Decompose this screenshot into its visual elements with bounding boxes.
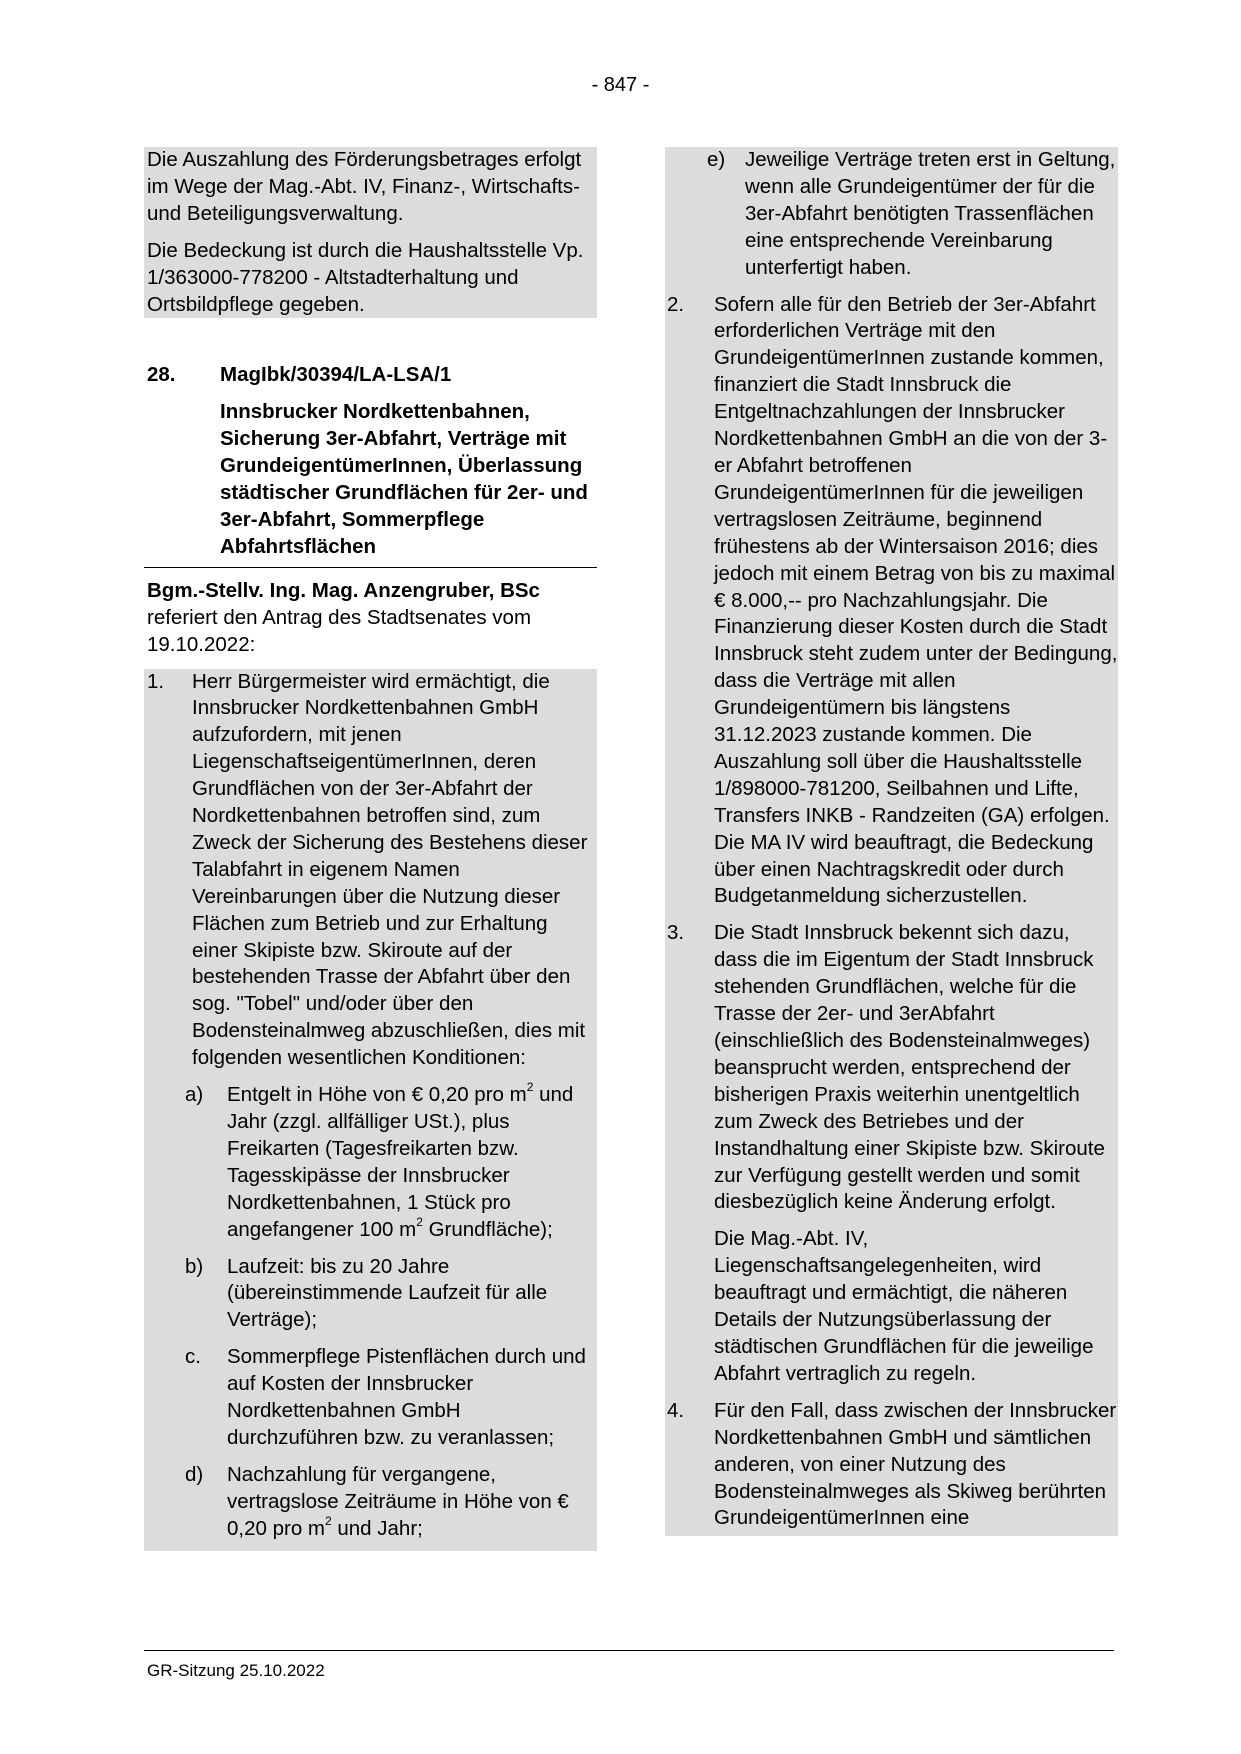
motion-subitem-a xyxy=(144,1082,597,1243)
footer-session-date: GR-Sitzung 25.10.2022 xyxy=(147,1661,325,1680)
motion-subitem-c xyxy=(144,1344,597,1452)
motion-block-left xyxy=(144,669,597,1551)
motion-item-2-number: 2. xyxy=(667,292,685,316)
left-column xyxy=(144,147,597,1551)
motion-item-3-text: Die Stadt Innsbruck bekennt sich dazu, dass die im Eigentum der Stadt Innsbruck stehenden Grundflächen, welche für die Trasse der 2er- und 3erAbfahrt (einschließlich des Bodensteinalmweges) beansprucht werden, entsprechend der bisherigen Praxis weiterhin unentgeltlich zum Zweck des Betriebes und der Instandhaltung einer Skipiste bzw. Skiroute zur Verfügung gestellt werden und somit diesbezüglich keine Änderung erfolgt. xyxy=(714,921,1105,1214)
intro-paragraph-coverage: Die Bedeckung ist durch die Haushaltsstelle Vp. 1/363000-778200 - Altstadterhaltung und Ortsbildpflege gegeben. xyxy=(147,238,584,316)
motion-block-right xyxy=(665,147,1118,1536)
motion-item-2 xyxy=(665,292,1118,911)
motion-subitem-d xyxy=(144,1462,597,1543)
motion-item-3 xyxy=(665,920,1118,1387)
subitem-b-text: Laufzeit: bis zu 20 Jahre (übereinstimmende Laufzeit für alle Verträge); xyxy=(227,1254,548,1332)
subitem-d-letter: d) xyxy=(185,1462,204,1486)
subitem-a-letter: a) xyxy=(185,1083,204,1107)
speaker-name: Bgm.-Stellv. Ing. Mag. Anzengruber, BSc xyxy=(147,578,540,602)
subitem-d-text: Nachzahlung für vergangene, vertragslose Zeiträume in Höhe von € 0,20 pro $m^2$ und Jahr; xyxy=(227,1462,569,1540)
motion-item-1-text: Herr Bürgermeister wird ermächtigt, die Innsbrucker Nordkettenbahnen GmbH aufzufordern, mit jenen LiegenschaftseigentümerInnen, deren Grundflächen von der 3er-Abfahrt der Nordkettenbahnen betroffen sind, zum Zweck der Sicherung des Bestehens dieser Talabfahrt in eigenem Namen Vereinbarungen über die Nutzung dieser Flächen zum Betrieb und zur Erhaltung einer Skipiste bzw. Skiroute auf der bestehenden Trasse der Abfahrt über den sog. "Tobel" und/oder über den Bodensteinalmweg abzuschließen, dies mit folgenden wesentlichen Konditionen: xyxy=(192,669,588,1070)
right-column xyxy=(665,147,1118,1536)
agenda-title: Innsbrucker Nordkettenbahnen, Sicherung 3er-Abfahrt, Verträge mit GrundeigentümerInnen, Überlassung städtischer Grundflächen für 2er- und 3er-Abfahrt, Sommerpflege Abfahrtsflächen xyxy=(220,400,588,558)
footer-divider xyxy=(144,1650,1114,1651)
motion-subitem-e xyxy=(665,147,1118,282)
subitem-b-letter: b) xyxy=(185,1254,204,1278)
motion-item-2-text: Sofern alle für den Betrieb der 3er-Abfahrt erforderlichen Verträge mit den GrundeigentümerInnen zustande kommen, finanziert die Stadt Innsbruck die Entgeltnachzahlungen der Innsbrucker Nordkettenbahnen GmbH an die von der 3-er Abfahrt betroffenen GrundeigentümerInnen für die jeweiligen vertragslosen Zeiträume, beginnend frühestens ab der Wintersaison 2016; dies jedoch mit einem Betrag von bis zu maximal € 8.000,-- pro Nachzahlungsjahr. Die Finanzierung dieser Kosten durch die Stadt Innsbruck steht zudem unter der Bedingung, dass die Verträge mit allen Grundeigentümern bis längstens 31.12.2023 zustande kommen. Die Auszahlung soll über die Haushaltsstelle 1/898000-781200, Seilbahnen und Lifte, Transfers INKB - Randzeiten (GA) erfolgen. Die MA IV wird beauftragt, die Bedeckung über einen Nachtragskredit oder durch Budgetanmeldung sicherzustellen. xyxy=(714,292,1118,908)
motion-item-4 xyxy=(665,1398,1118,1533)
page-number: - 847 - xyxy=(591,74,650,96)
subitem-e-text: Jeweilige Verträge treten erst in Geltung, wenn alle Grundeigentümer der für die 3er-Abfahrt benötigten Trassenflächen eine entsprechende Vereinbarung unterfertigt haben. xyxy=(745,148,1116,279)
motion-item-4-text: Für den Fall, dass zwischen der Innsbrucker Nordkettenbahnen GmbH und sämtlichen anderen, von einer Nutzung des Bodensteinalmweges als Skiweg berührten GrundeigentümerInnen eine xyxy=(714,1398,1117,1530)
subitem-e-letter: e) xyxy=(707,148,726,171)
intro-paragraph-payment: Die Auszahlung des Förderungsbetrages erfolgt im Wege der Mag.-Abt. IV, Finanz-, Wirtschafts- und Beteiligungsverwaltung. xyxy=(147,148,582,225)
agenda-number: 28. xyxy=(147,363,176,387)
agenda-reference: MagIbk/30394/LA-LSA/1 xyxy=(220,363,452,387)
motion-subitem-b xyxy=(144,1254,597,1335)
agenda-heading xyxy=(144,362,597,389)
intro-block xyxy=(144,147,597,318)
motion-item-1 xyxy=(144,669,597,1073)
motion-item-4-number: 4. xyxy=(667,1398,685,1422)
subitem-c-letter: c. xyxy=(185,1345,201,1369)
motion-item-3-number: 3. xyxy=(667,921,685,945)
subitem-a-text: Entgelt in Höhe von € 0,20 pro $m^2$ und Jahr (zzgl. allfälliger USt.), plus Freikarten (Tagesfreikarten bzw. Tagesskipässe der Innsbrucker Nordkettenbahnen, 1 Stück pro angefangener 100 $m^2$ Grundfläche); xyxy=(227,1080,574,1241)
motion-item-1-number: 1. xyxy=(147,669,165,693)
motion-item-3-text-2: Die Mag.-Abt. IV, Liegenschaftsangelegenheiten, wird beauftragt und ermächtigt, die näheren Details der Nutzungsüberlassung der städtischen Grundflächen für die jeweilige Abfahrt vertraglich zu regeln. xyxy=(714,1227,1094,1385)
subitem-c-text: Sommerpflege Pistenflächen durch und auf Kosten der Innsbrucker Nordkettenbahnen GmbH durchzuführen bzw. zu veranlassen; xyxy=(227,1345,586,1449)
speaker-text: referiert den Antrag des Stadtsenates vom 19.10.2022: xyxy=(147,605,532,656)
